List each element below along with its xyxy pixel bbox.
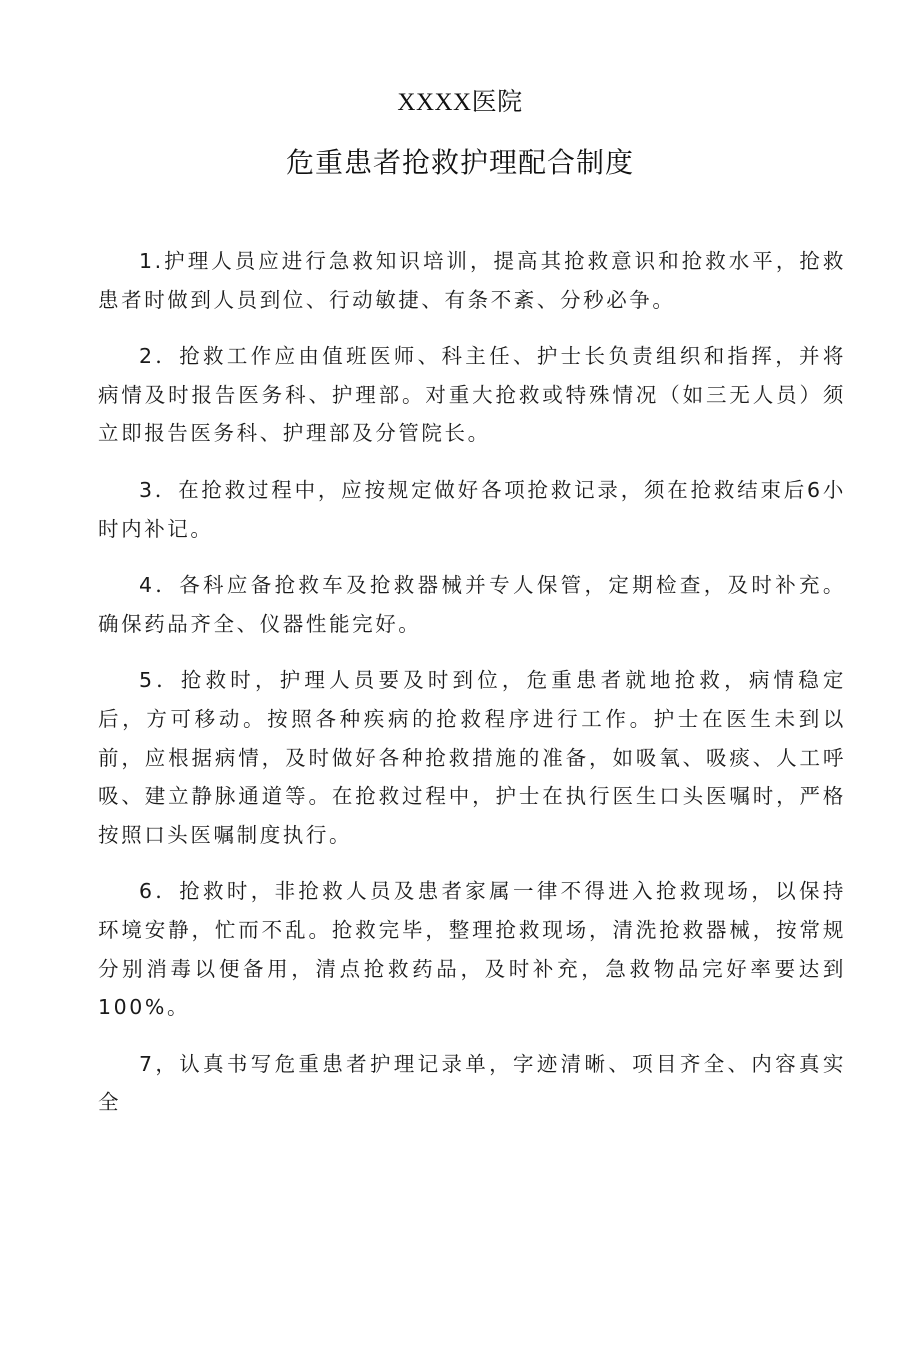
document-body xyxy=(98,242,846,1140)
paragraph-3: 3．在抢救过程中，应按规定做好各项抢救记录，须在抢救结束后6小时内补记。 xyxy=(98,477,846,541)
document-title: 危重患者抢救护理配合制度 xyxy=(285,146,634,179)
paragraph-6: 6．抢救时，非抢救人员及患者家属一律不得进入抢救现场，以保持环境安静，忙而不乱。抢救完毕，整理抢救现场，清洗抢救器械，按常规分别消毒以便备用，清点抢救药品，及时补充，急救物品完好率要达到100%。 xyxy=(98,879,846,1020)
hospital-name: XXXX医院 xyxy=(397,89,523,116)
paragraph-4: 4．各科应备抢救车及抢救器械并专人保管，定期检查，及时补充。确保药品齐全、仪器性能完好。 xyxy=(98,573,846,636)
paragraph-2: 2．抢救工作应由值班医师、科主任、护士长负责组织和指挥，并将病情及时报告医务科、护理部。对重大抢救或特殊情况（如三无人员）须立即报告医务科、护理部及分管院长。 xyxy=(98,344,846,446)
paragraph-1: 1.护理人员应进行急救知识培训，提高其抢救意识和抢救水平，抢救患者时做到人员到位、行动敏捷、有条不紊、分秒必争。 xyxy=(98,249,846,312)
paragraph-7: 7，认真书写危重患者护理记录单，字迹清晰、项目齐全、内容真实全 xyxy=(98,1051,846,1115)
paragraph-5: 5．抢救时，护理人员要及时到位，危重患者就地抢救，病情稳定后，方可移动。按照各种疾病的抢救程序进行工作。护士在医生未到以前，应根据病情，及时做好各种抢救措施的准备，如吸氧、吸痰、人工呼吸、建立静脉通道等。在抢救过程中，护士在执行医生口头医嘱时，严格按照口头医嘱制度执行。 xyxy=(98,668,846,847)
